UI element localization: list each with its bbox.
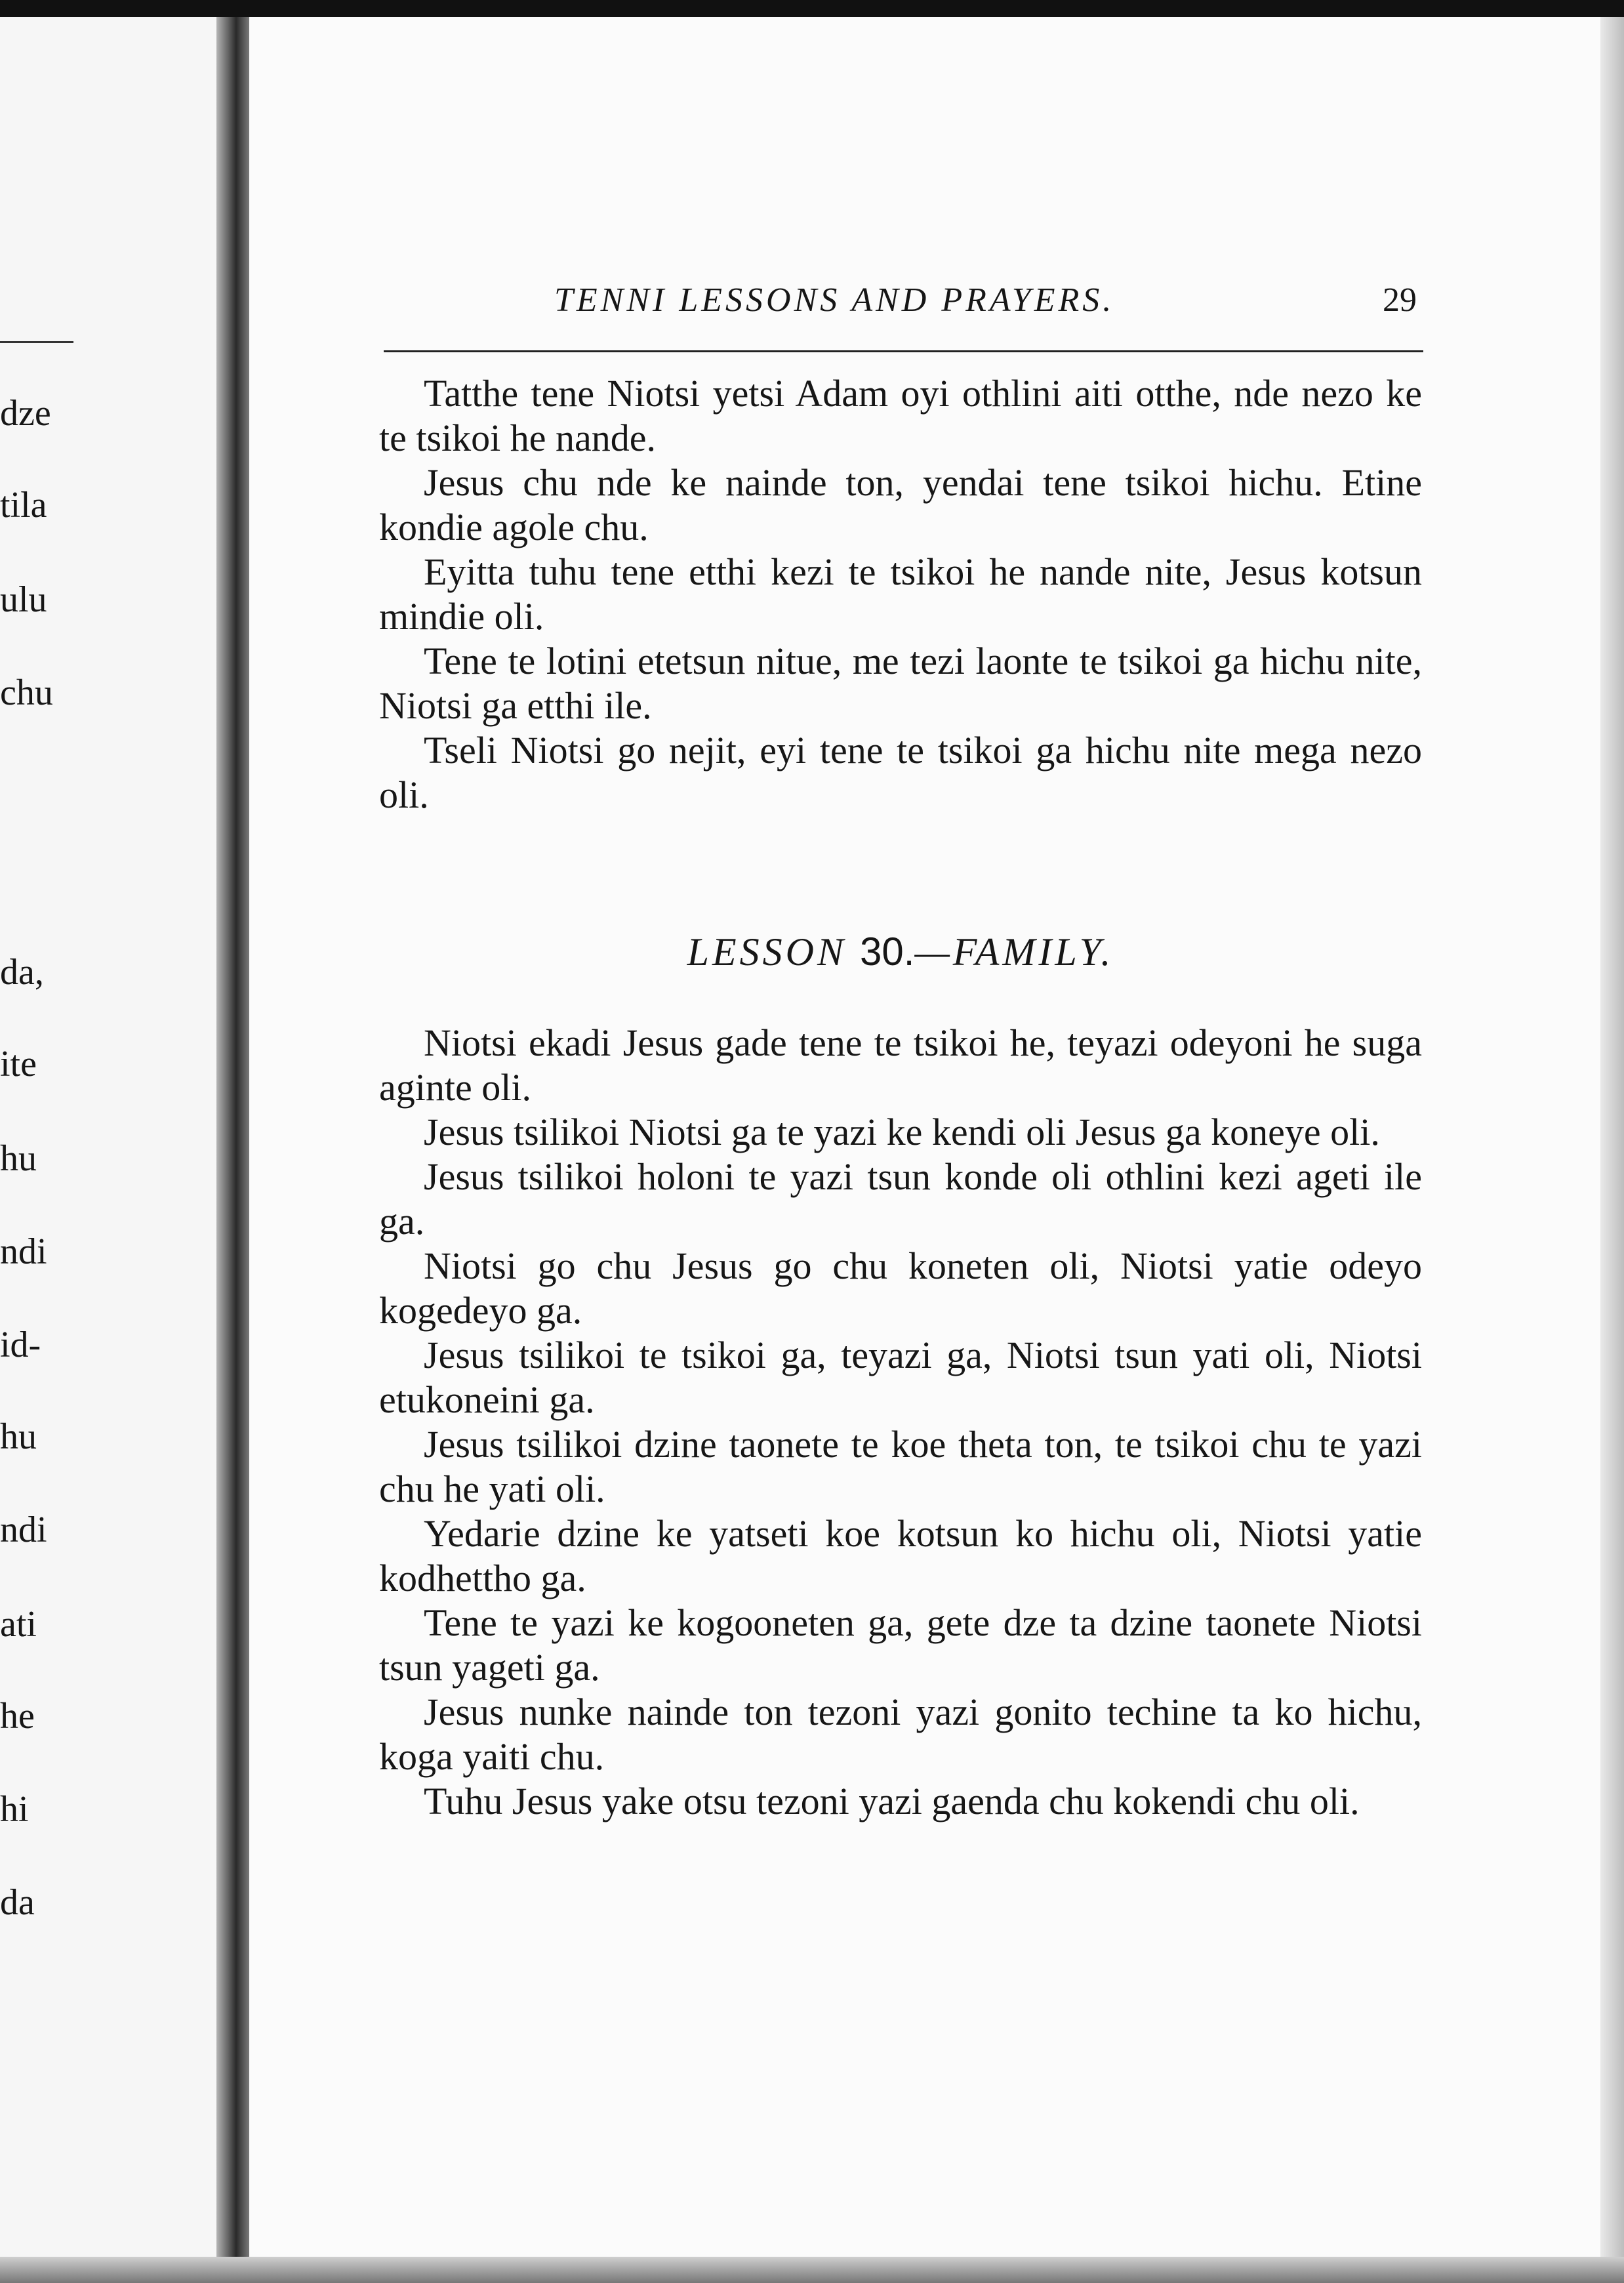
left-margin-fragment: hi [0,1790,29,1829]
lesson-label: LESSON [687,930,847,974]
left-margin-fragment: ndi [0,1232,47,1271]
paragraph: Jesus tsilikoi holoni te yazi tsun konde oli othlini kezi ageti ile ga. [379,1155,1422,1243]
paragraph: Jesus tsilikoi te tsikoi ga, teyazi ga, Niotsi tsun yati oli, Niotsi etukoneini ga. [379,1334,1422,1421]
paragraph: Eyitta tuhu tene etthi kezi te tsikoi he nande nite, Jesus kotsun mindie oli. [379,550,1422,638]
paragraph: Tene te yazi ke kogooneten ga, gete dze ta dzine taonete Niotsi tsun yageti ga. [379,1601,1422,1689]
paragraph: Jesus tsilikoi Niotsi ga te yazi ke kendi oli Jesus ga koneye oli. [424,1111,1380,1153]
body-text-top [379,371,1422,817]
paragraph: Yedarie dzine ke yatseti koe kotsun ko hichu oli, Niotsi yatie kodhettho ga. [379,1512,1422,1599]
left-margin-fragment: hu [0,1139,37,1178]
body-text-lesson [379,1021,1422,1824]
paragraph: Tatthe tene Niotsi yetsi Adam oyi othlini aiti otthe, nde nezo ke te tsikoi he nande. [379,372,1422,459]
header-rule [384,350,1423,352]
paragraph: Niotsi ekadi Jesus gade tene te tsikoi he, teyazi odeyoni he suga aginte oli. [379,1021,1422,1109]
running-head-title: TENNI LESSONS AND PRAYERS. [554,281,1115,319]
left-margin-fragment: ulu [0,580,47,619]
left-margin-fragment: he [0,1697,35,1736]
left-margin-fragment: ndi [0,1510,47,1550]
left-margin-fragment: chu [0,673,53,712]
lesson-number: 30. [860,930,915,974]
lesson-heading [379,929,1422,975]
paragraph: Jesus chu nde ke nainde ton, yendai tene tsikoi hichu. Etine kondie agole chu. [379,461,1422,548]
page-right-edge [1600,17,1624,2283]
left-margin-fragment: da [0,1883,35,1922]
paragraph: Tseli Niotsi go nejit, eyi tene te tsikoi ga hichu nite mega nezo oli. [379,729,1422,816]
left-margin-fragment: da, [0,953,44,992]
lesson-title: —FAMILY. [914,930,1114,974]
scan-border-bottom [0,2257,1624,2283]
left-margin-fragment: tila [0,485,47,525]
scan-border-top [0,0,1624,17]
page-number: 29 [1383,281,1417,319]
paragraph: Niotsi go chu Jesus go chu koneten oli, Niotsi yatie odeyo kogedeyo ga. [379,1244,1422,1332]
paragraph: Jesus tsilikoi dzine taonete te koe theta ton, te tsikoi chu te yazi chu he yati oli. [379,1423,1422,1510]
left-margin-fragment: dze [0,394,51,433]
paragraph: Tene te lotini etetsun nitue, me tezi laonte te tsikoi ga hichu nite, Niotsi ga etthi ile. [379,640,1422,727]
left-margin-fragment: ati [0,1605,37,1644]
paragraph: Jesus nunke nainde ton tezoni yazi gonito techine ta ko hichu, koga yaiti chu. [379,1691,1422,1778]
left-facing-page [0,17,230,2283]
left-margin-fragment: ite [0,1044,37,1084]
paragraph: Tuhu Jesus yake otsu tezoni yazi gaenda chu kokendi chu oli. [424,1780,1360,1822]
book-gutter [216,17,249,2283]
left-page-rule [0,341,73,343]
left-margin-fragment: id- [0,1325,41,1365]
left-margin-fragment: hu [0,1417,37,1456]
